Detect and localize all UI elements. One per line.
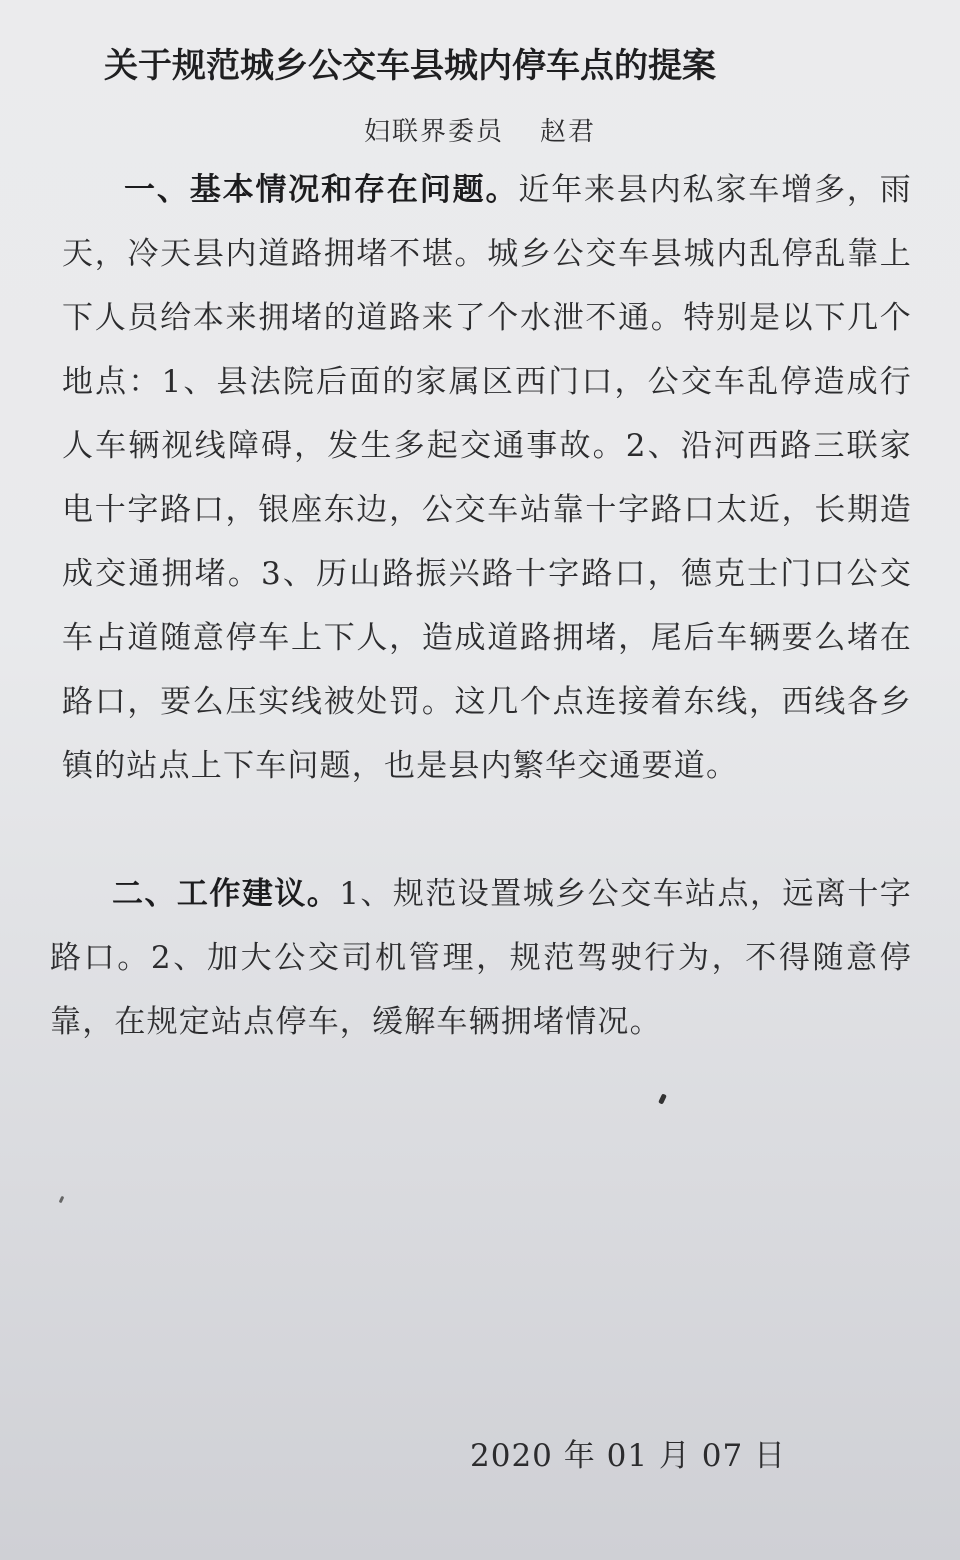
author-line — [364, 112, 596, 152]
author-name: 赵君 — [540, 117, 597, 147]
section-body: 近年来县内私家车增多，雨天，冷天县内道路拥堵不堪。城乡公交车县城内乱停乱靠上下人员给本来拥堵的道路来了个水泄不通。特别是以下几个地点：1、县法院后面的家属区西门口，公交车乱停造成行人车辆视线障碍，发生多起交通事故。2、沿河西路三联家电十字路口，银座东边，公交车站靠十字路口太近，长期造成交通拥堵。3、历山路振兴路十字路口，德克士门口公交车占道随意停车上下人，造成道路拥堵，尾后车辆要么堵在路口，要么压实线被处罚。这几个点连接着东线，西线各乡镇的站点上下车问题，也是县内繁华交通要道。 — [62, 172, 912, 784]
ink-speck — [658, 1093, 667, 1104]
document-date: 2020 年 01 月 07 日 — [470, 1438, 787, 1474]
ink-speck — [59, 1196, 65, 1204]
section-work-suggestions — [50, 862, 912, 1054]
section-body: 1、规范设置城乡公交车站点，远离十字路口。2、加大公交司机管理，规范驾驶行为，不得随意停靠，在规定站点停车，缓解车辆拥堵情况。 — [50, 876, 912, 1040]
document-title: 关于规范城乡公交车县城内停车点的提案 — [104, 46, 716, 86]
section-heading: 二、工作建议。 — [112, 876, 340, 912]
section-basic-situation — [62, 158, 912, 798]
section-heading: 一、基本情况和存在问题。 — [124, 172, 519, 208]
author-affiliation: 妇联界委员 — [364, 117, 505, 147]
